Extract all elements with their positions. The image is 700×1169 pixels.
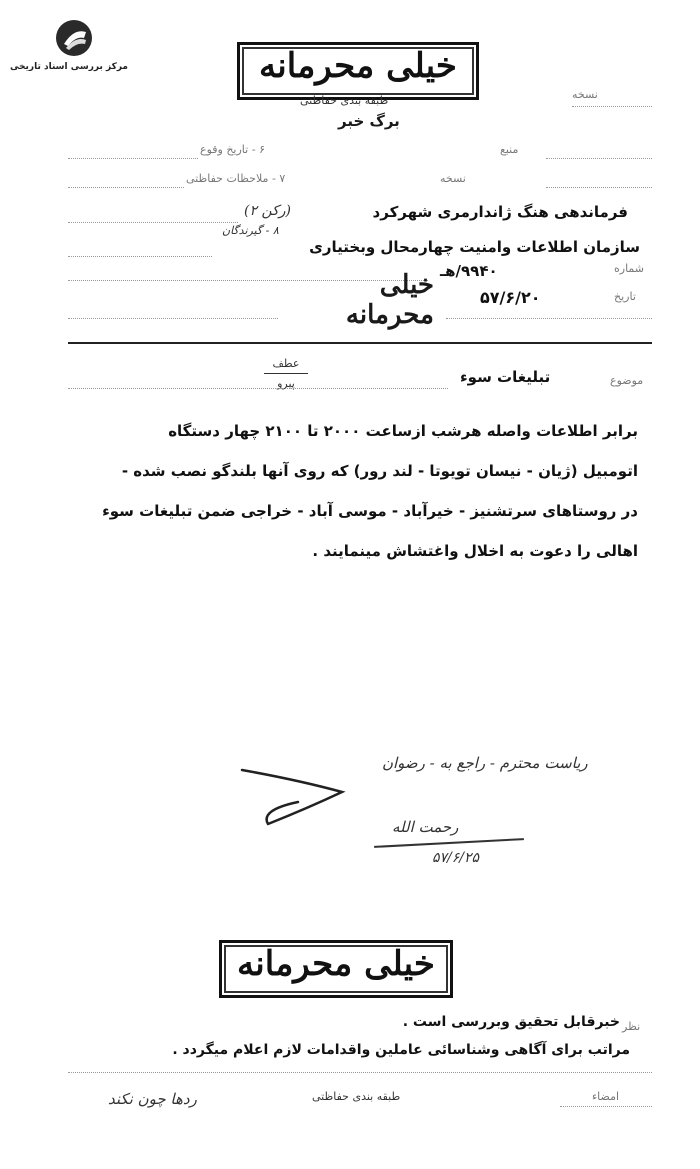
body-line-3: در روستاهای سرتشنیز - خیرآباد - موسی آباد - خراجی ضمن تبلیغات سوء <box>102 502 638 520</box>
handwritten-signature: رحمت الله <box>392 818 459 836</box>
dotted-line <box>68 318 278 319</box>
logo-caption: مرکز بررسی اسناد تاریخی <box>9 62 128 72</box>
body-line-2: اتومبیل (ژیان - نیسان تویوتا - لند رور) که روی آنها بلندگو نصب شده - <box>121 462 638 480</box>
form-label-number: شماره <box>614 262 645 275</box>
dotted-line <box>68 187 184 188</box>
form-label-security-notes: ۷ - ملاحظات حفاظتی <box>186 172 286 185</box>
dotted-line <box>546 187 652 188</box>
dotted-line <box>68 158 198 159</box>
footer-line-1: خبرقابل تحقیق وبررسی است . <box>402 1014 620 1030</box>
form-title: برگ خبر <box>338 112 400 130</box>
form-label-subject: موضوع <box>610 374 644 387</box>
body-line-4: اهالی را دعوت به اخلال واغتشاش مینمایند . <box>312 542 638 560</box>
field-from: فرماندهی هنگ ژاندارمری شهرکرد <box>372 203 628 221</box>
header-divider <box>68 342 652 344</box>
footer-classification-label: طبقه بندی حفاظتی <box>312 1090 401 1103</box>
signature-underline <box>374 838 524 848</box>
field-from-note: (رکن ۲) <box>244 203 291 219</box>
dotted-line <box>68 1072 652 1073</box>
footer-label-opinion: نظر <box>622 1020 641 1033</box>
dotted-line <box>572 106 652 107</box>
reference-atf: عطف <box>272 357 300 370</box>
dotted-line <box>546 158 652 159</box>
classification-subtitle: طبقه بندی حفاظتی <box>300 94 389 107</box>
field-to: سازمان اطلاعات وامنیت چهارمحال وبختیاری <box>309 238 640 256</box>
field-number: ۹۹۴۰/هـ <box>440 262 498 280</box>
footer-line-2: مراتب برای آگاهی وشناسائی عاملین واقدامات لازم اعلام میگردد . <box>172 1042 630 1058</box>
form-label-copy: نسخه <box>572 88 598 101</box>
classification-stamp-top: خیلی محرمانه <box>237 42 479 100</box>
reference-fraction <box>264 357 308 390</box>
form-label-source: منبع <box>500 143 519 156</box>
handwritten-arrow-icon <box>238 762 348 832</box>
classification-stamp-mid: خیلی محرمانه <box>345 270 434 330</box>
form-label-date-occurred: ۶ - تاریخ وقوع <box>200 143 266 156</box>
dotted-line <box>560 1106 652 1107</box>
field-recipients-label: ۸ - گیرندگان <box>222 224 279 237</box>
field-subject: تبلیغات سوء <box>460 368 551 386</box>
footer-handwritten: ردها چون نکند <box>108 1090 197 1108</box>
reference-peyro: پیرو <box>277 377 295 390</box>
body-line-1: برابر اطلاعات واصله هرشب ازساعت ۲۰۰۰ تا ۲۱۰۰ چهار دستگاه <box>168 422 638 440</box>
footer-label-signature: امضاء <box>592 1090 620 1103</box>
dotted-line <box>446 318 652 319</box>
form-label-date: تاریخ <box>614 290 636 303</box>
dotted-line <box>68 388 448 389</box>
field-date: ۵۷/۶/۲۰ <box>480 288 541 307</box>
handwritten-note: ریاست محترم - راجع به - رضوان <box>382 754 588 772</box>
dotted-line <box>68 256 212 257</box>
form-label-copy-2: نسخه <box>440 172 466 185</box>
archive-logo-icon <box>54 18 94 58</box>
handwritten-date: ۵۷/۶/۲۵ <box>432 850 480 866</box>
dotted-line <box>68 222 238 223</box>
archive-logo <box>9 18 128 72</box>
classification-stamp-bottom: خیلی محرمانه <box>219 940 453 998</box>
